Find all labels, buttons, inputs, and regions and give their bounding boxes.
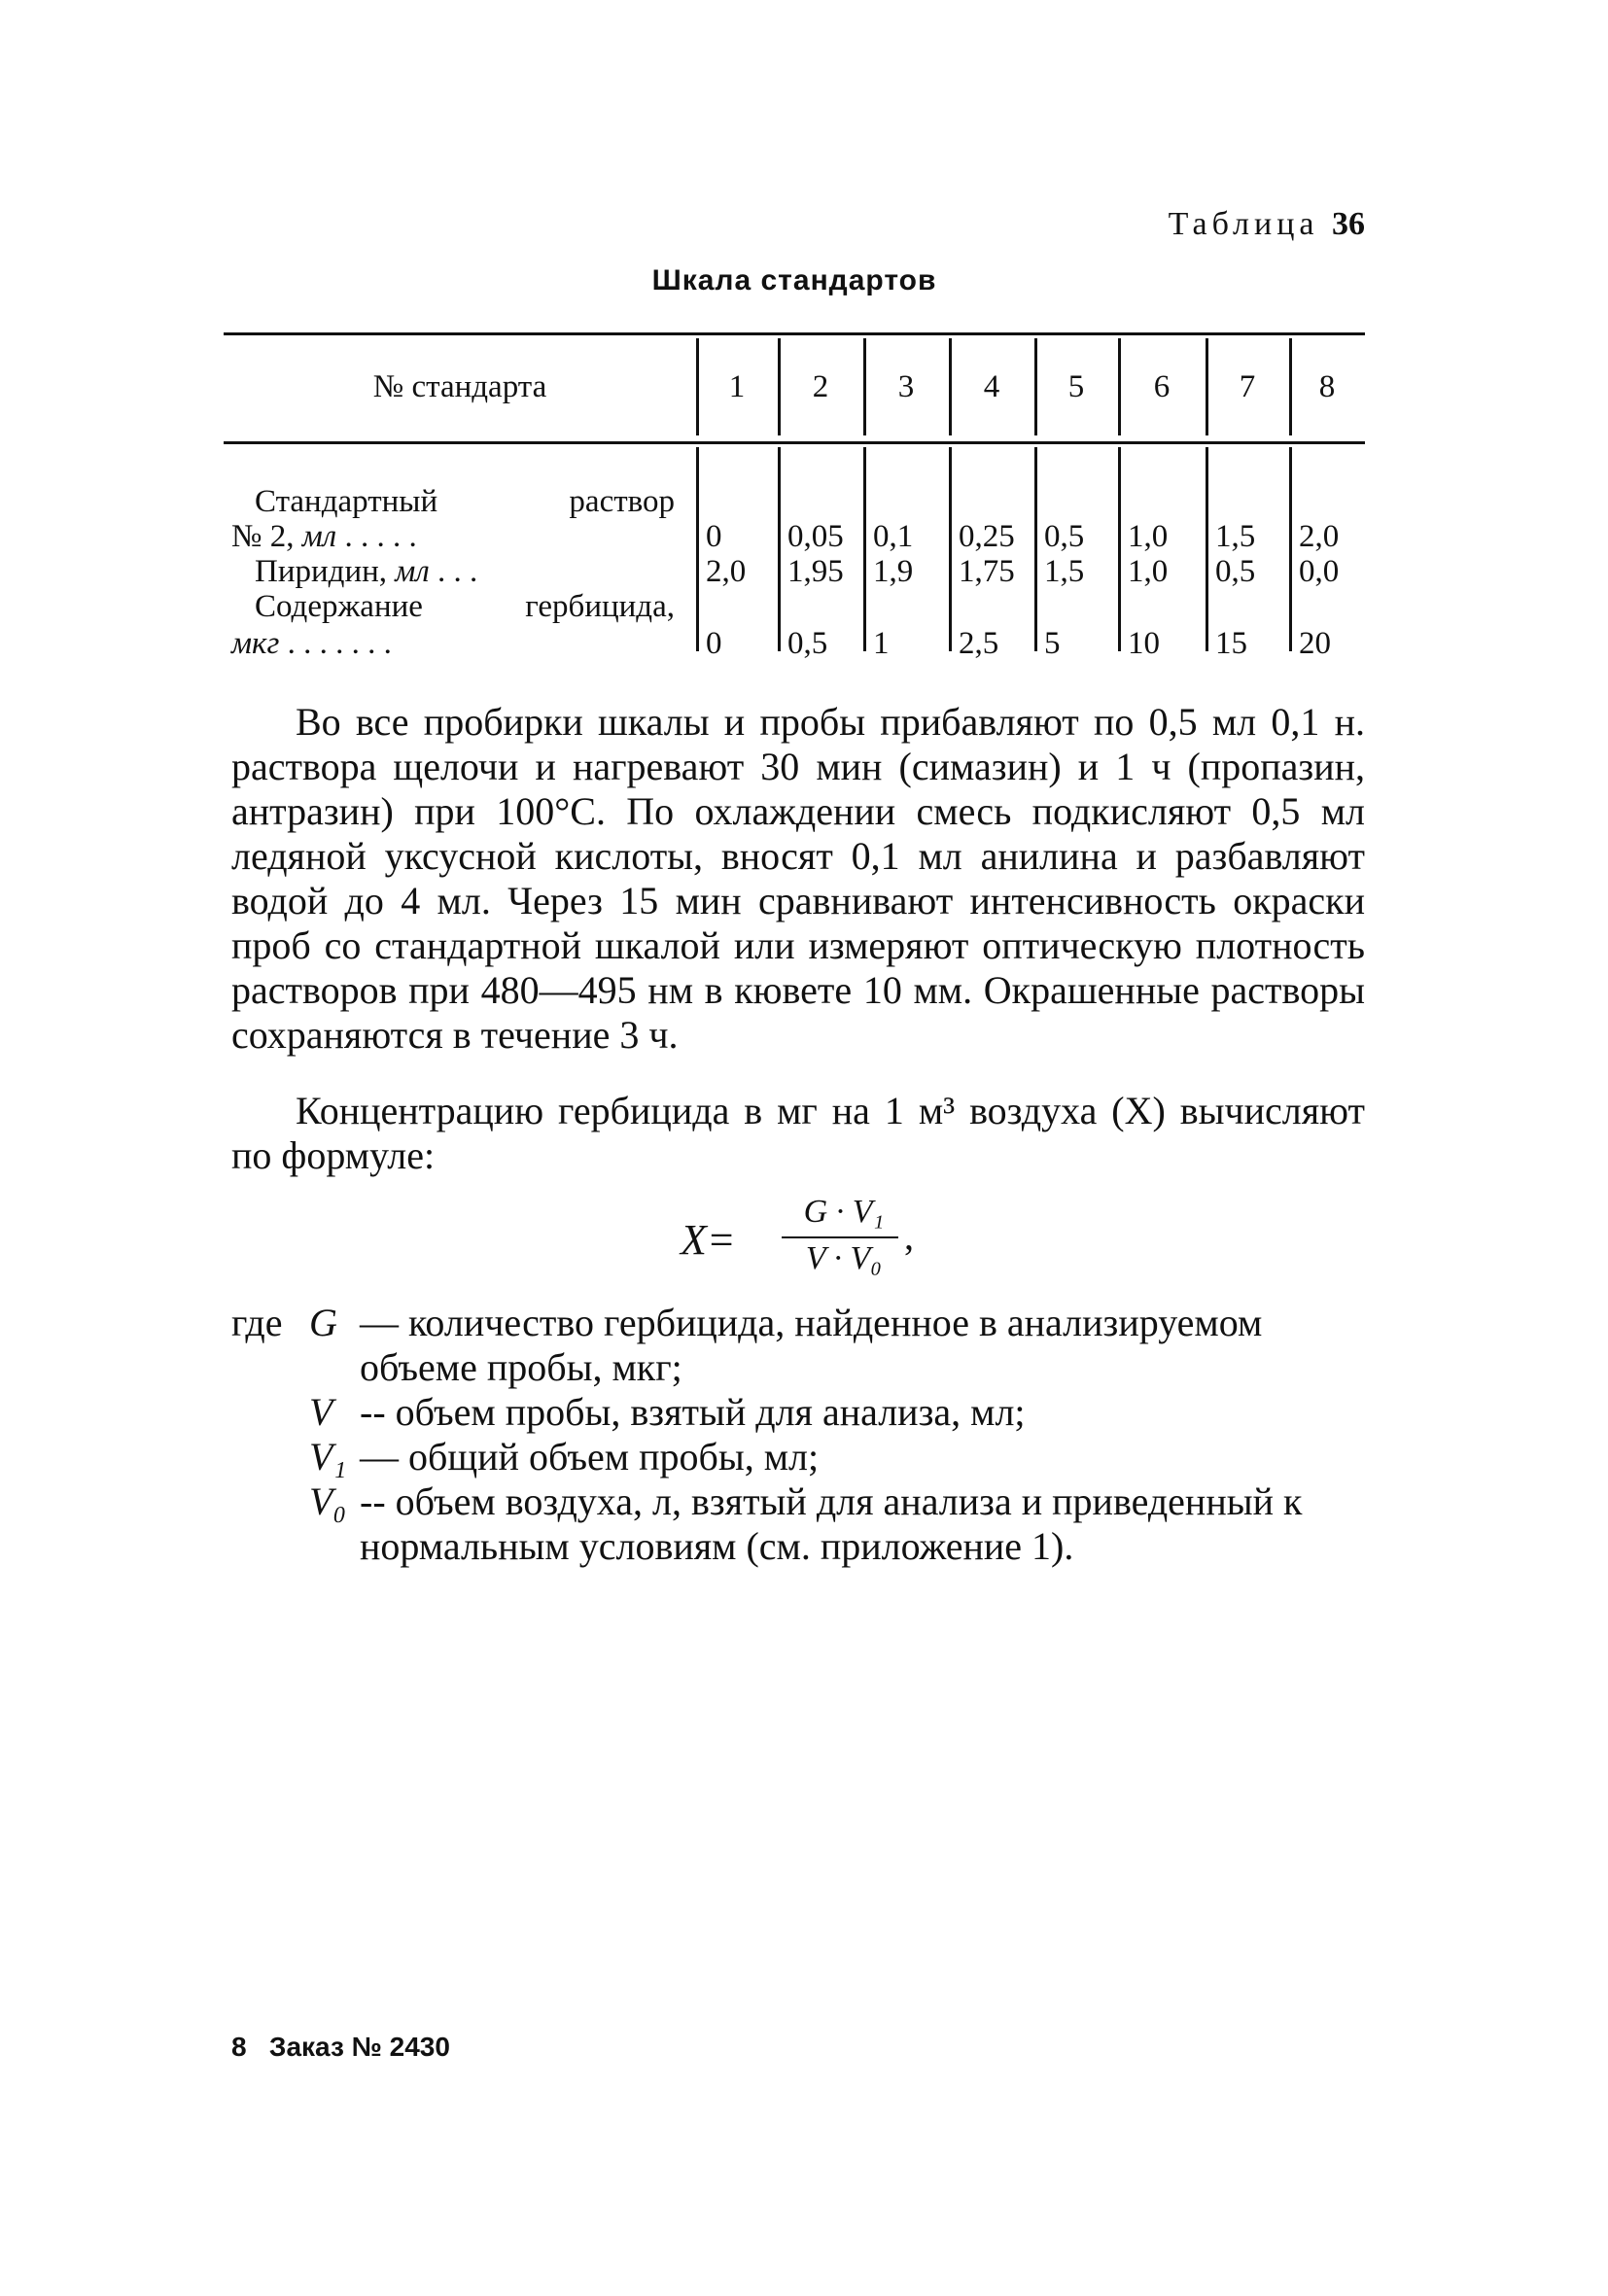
cell-r3-c3: 1 (873, 626, 890, 661)
legend-symbol-3: V₁ (309, 1435, 347, 1478)
row3-dots: . . . . . . . (279, 626, 392, 661)
cell-r2-c1: 2,0 (706, 554, 747, 589)
cell-r3-c7: 15 (1215, 626, 1247, 661)
cell-r3-c6: 10 (1128, 626, 1160, 661)
body-vline-6 (1118, 447, 1121, 651)
table-title: Шкала стандартов (651, 264, 937, 296)
header-col-5: 5 (1067, 369, 1085, 404)
legend-text-3: — общий объем пробы, мл; (360, 1435, 820, 1478)
body-vline-4 (949, 447, 952, 651)
row2-label-text: Пиридин, (255, 554, 388, 589)
legend-text-1: — количество гербицида, найденное в анализируемом объеме пробы, мкг; (360, 1301, 1263, 1389)
formula-trailing-comma: , (904, 1214, 914, 1258)
cell-r3-c5: 5 (1044, 626, 1061, 661)
row3-label-line1: Содержание гербицида, (255, 589, 675, 624)
row1-label-line2 (231, 519, 675, 554)
order-number: Заказ № 2430 (268, 2032, 450, 2062)
header-col-6: 6 (1153, 369, 1171, 404)
table-top-rule (224, 332, 1365, 335)
body-vline-8 (1289, 447, 1292, 651)
body-vline-5 (1034, 447, 1037, 651)
header-col-2: 2 (812, 369, 829, 404)
row1-dots: . . . . . (336, 519, 417, 554)
cell-r2-c2: 1,95 (787, 554, 844, 589)
legend-symbol-2: V (309, 1390, 333, 1434)
body-vline-7 (1206, 447, 1208, 651)
formula-denominator: V · V₀ (805, 1240, 883, 1276)
body-vline-2 (778, 447, 781, 651)
header-col-1: 1 (728, 369, 746, 404)
cell-r3-c2: 0,5 (787, 626, 828, 661)
page-number: 8 (231, 2032, 247, 2062)
paragraph-2 (231, 1089, 1365, 1178)
cell-r1-c3: 0,1 (873, 519, 914, 554)
header-standard-number: № стандарта (372, 369, 547, 404)
table-label-text: Таблица (1168, 206, 1319, 242)
cell-r1-c1: 0 (706, 519, 722, 554)
legend-symbol-1: G (309, 1301, 337, 1344)
cell-r1-c6: 1,0 (1128, 519, 1169, 554)
table-number: 36 (1332, 206, 1365, 242)
cell-r2-c4: 1,75 (959, 554, 1015, 589)
cell-r2-c6: 1,0 (1128, 554, 1169, 589)
page-footer (231, 2032, 450, 2063)
cell-r1-c2: 0,05 (787, 519, 844, 554)
table-label (1108, 206, 1365, 243)
formula-numerator: G · V₁ (803, 1194, 885, 1230)
row2-label (255, 554, 675, 589)
cell-r3-c4: 2,5 (959, 626, 999, 661)
table-header-rule (224, 441, 1365, 444)
row3-unit: мкг (231, 626, 280, 661)
cell-r1-c8: 2,0 (1299, 519, 1340, 554)
header-col-8: 8 (1318, 369, 1336, 404)
header-col-3: 3 (897, 369, 915, 404)
cell-r2-c8: 0,0 (1299, 554, 1340, 589)
row1-label-line1: Стандартный раствор (255, 484, 675, 519)
body-vline-3 (863, 447, 866, 651)
cell-r2-c5: 1,5 (1044, 554, 1085, 589)
cell-r1-c7: 1,5 (1215, 519, 1256, 554)
cell-r1-c4: 0,25 (959, 519, 1015, 554)
legend-symbol-4: V₀ (309, 1479, 347, 1523)
paragraph-1 (231, 700, 1365, 1058)
body-vline-1 (696, 447, 699, 651)
cell-r3-c1: 0 (706, 626, 722, 661)
header-col-7: 7 (1239, 369, 1256, 404)
row1-unit: мл (301, 519, 337, 554)
row3-label-line2 (231, 626, 675, 661)
row1-label-text: № 2, (231, 519, 295, 554)
row2-unit: мл (395, 554, 430, 589)
legend-text-4: -- объем воздуха, л, взятый для анализа и приведенный к нормальным условиям (см. приложение 1). (360, 1479, 1303, 1568)
paragraph-1-text: Во все пробирки шкалы и пробы прибавляют по 0,5 мл 0,1 н. раствора щелочи и нагревают 30 мин (симазин) и 1 ч (пропазин, антразин) при 100°С. По охлаждении смесь подкисляют 0,5 мл ледяной уксусной кислоты, вносят 0,1 мл анилина и разбавляют водой до 4 мл. Через 15 мин сравнивают интенсивность окраски проб со стандартной шкалой или измеряют оптическую плотность растворов при 480—495 нм в кювете 10 мм. Окрашенные растворы сохраняются в течение 3 ч. (231, 700, 1365, 1057)
row2-dots: . . . (429, 554, 478, 589)
formula-lhs: X= (681, 1216, 736, 1264)
legend-text-2: -- объем пробы, взятый для анализа, мл; (360, 1390, 1026, 1434)
cell-r2-c3: 1,9 (873, 554, 914, 589)
cell-r2-c7: 0,5 (1215, 554, 1256, 589)
paragraph-2-text: Концентрацию гербицида в мг на 1 м³ воздуха (X) вычисляют по формуле: (231, 1089, 1365, 1177)
formula-fraction-bar (782, 1236, 898, 1238)
cell-r1-c5: 0,5 (1044, 519, 1085, 554)
cell-r3-c8: 20 (1299, 626, 1331, 661)
header-col-4: 4 (983, 369, 1000, 404)
legend-intro: где (231, 1301, 283, 1344)
